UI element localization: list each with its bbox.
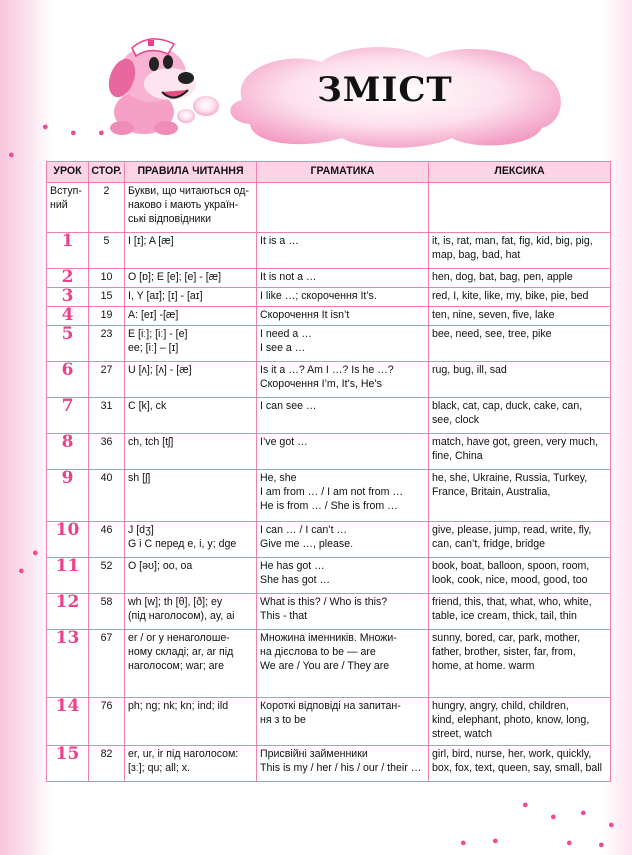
table-row	[47, 470, 611, 522]
reading-line: ному складі; ar, ar під	[128, 645, 234, 658]
vocab-cell	[429, 470, 611, 522]
grammar-line: Give me …, please.	[260, 537, 354, 550]
vocab-cell	[429, 233, 611, 269]
table-row	[47, 558, 611, 594]
page-line: 67	[100, 632, 113, 644]
lesson-number	[47, 362, 89, 398]
reading-cell	[125, 398, 257, 434]
grammar-cell	[257, 326, 429, 362]
grammar-line: It is not a …	[260, 271, 317, 283]
grammar-cell	[257, 398, 429, 434]
lesson-line: 10	[55, 521, 80, 540]
page-line: 76	[100, 700, 113, 712]
grammar-cell	[257, 183, 429, 233]
reading-cell	[125, 288, 257, 307]
table-row	[47, 269, 611, 288]
grammar-line: Короткі відповіді на запитан-	[260, 700, 401, 712]
table-row	[47, 233, 611, 269]
vocab-line: girl, bird, nurse, her, work, quickly,	[432, 748, 592, 760]
grammar-cell	[257, 630, 429, 698]
page-number	[89, 470, 125, 522]
grammar-line: This is my / her / his / our / their …	[260, 761, 422, 774]
vocab-line: father, brother, sister, far, from,	[432, 645, 576, 658]
table-row	[47, 307, 611, 326]
grammar-line: Скорочення It isn’t	[260, 309, 350, 321]
paw-print-icon: ●	[70, 127, 77, 139]
vocab-line: see, clock	[432, 413, 480, 426]
paw-print-icon: ●	[32, 547, 39, 559]
vocab-cell	[429, 362, 611, 398]
lesson-line: 6	[61, 361, 74, 380]
page-number	[89, 398, 125, 434]
lesson-line: 2	[61, 268, 74, 287]
grammar-line: I am from … / I am not from …	[260, 485, 404, 498]
vocab-cell	[429, 398, 611, 434]
lesson-number	[47, 288, 89, 307]
grammar-cell	[257, 307, 429, 326]
reading-line: Букви, що читаються од-	[128, 185, 250, 197]
reading-line: наково і мають україн-	[128, 198, 239, 211]
grammar-cell	[257, 522, 429, 558]
reading-cell	[125, 594, 257, 630]
lesson-line: 9	[61, 469, 74, 488]
reading-line: U [ʌ]; [ʌ] - [æ]	[128, 364, 192, 376]
column-header-page: СТОР.	[89, 162, 125, 183]
vocab-cell	[429, 522, 611, 558]
page-number	[89, 269, 125, 288]
grammar-line: I can see …	[260, 400, 317, 412]
paw-print-icon: ●	[598, 839, 605, 851]
vocab-line: he, she, Ukraine, Russia, Turkey,	[432, 472, 588, 484]
table-row	[47, 522, 611, 558]
vocab-cell	[429, 288, 611, 307]
grammar-line: He has got …	[260, 560, 325, 572]
grammar-line: It is a …	[260, 235, 299, 247]
vocab-line: rug, bug, ill, sad	[432, 364, 507, 376]
table-header-row	[47, 162, 611, 183]
reading-line: ee; [iː] – [ɪ]	[128, 341, 179, 354]
reading-line: I [ɪ]; A [æ]	[128, 235, 174, 247]
lesson-number	[47, 558, 89, 594]
lesson-line: 15	[55, 745, 80, 764]
grammar-cell	[257, 233, 429, 269]
reading-line: er / or у ненаголоше-	[128, 632, 230, 644]
grammar-line: I’ve got …	[260, 436, 308, 448]
page-line: 82	[100, 748, 113, 760]
lesson-number	[47, 326, 89, 362]
table-row	[47, 698, 611, 746]
grammar-cell	[257, 269, 429, 288]
reading-line: [ɜː]; qu; all; x.	[128, 761, 190, 774]
page-number	[89, 746, 125, 782]
lesson-line: 7	[61, 397, 74, 416]
column-header-reading: ПРАВИЛА ЧИТАННЯ	[125, 162, 257, 183]
reading-cell	[125, 470, 257, 522]
reading-cell	[125, 746, 257, 782]
lesson-number	[47, 233, 89, 269]
vocab-cell	[429, 269, 611, 288]
vocab-line: black, cat, cap, duck, cake, can,	[432, 400, 583, 412]
grammar-line: Is it a …? Am I …? Is he …?	[260, 364, 394, 376]
table-row	[47, 288, 611, 307]
reading-line: ські відповідники	[128, 212, 212, 225]
lesson-line: 12	[55, 593, 80, 612]
page-number	[89, 558, 125, 594]
grammar-line: I like …; скорочення It’s.	[260, 290, 377, 302]
column-header-lesson: УРОК	[47, 162, 89, 183]
page-number	[89, 698, 125, 746]
vocab-cell	[429, 698, 611, 746]
grammar-cell	[257, 434, 429, 470]
grammar-cell	[257, 746, 429, 782]
reading-line: G і C перед e, i, y; dge	[128, 537, 237, 550]
table-row	[47, 362, 611, 398]
table-row	[47, 630, 611, 698]
lesson-number	[47, 698, 89, 746]
reading-cell	[125, 269, 257, 288]
grammar-line: He, she	[260, 472, 297, 484]
reading-cell	[125, 522, 257, 558]
lesson-line: 11	[55, 557, 80, 576]
page-line: 19	[100, 309, 113, 321]
grammar-line: Скорочення I’m, It’s, He’s	[260, 377, 382, 390]
vocab-line: hungry, angry, child, children,	[432, 700, 569, 712]
paw-print-icon: ●	[98, 127, 105, 139]
paw-print-icon: ●	[522, 799, 529, 811]
grammar-line: What is this? / Who is this?	[260, 596, 388, 608]
page-number	[89, 594, 125, 630]
reading-line: J [dʒ]	[128, 524, 154, 536]
paw-print-icon: ●	[460, 837, 467, 849]
vocab-cell	[429, 326, 611, 362]
page-number	[89, 630, 125, 698]
reading-cell	[125, 558, 257, 594]
grammar-line: She has got …	[260, 573, 331, 586]
grammar-line: Множина іменників. Множи-	[260, 632, 397, 644]
grammar-line: Присвійні займенники	[260, 748, 368, 760]
grammar-cell	[257, 362, 429, 398]
reading-line: E [iː]; [iː] - [e]	[128, 328, 188, 340]
reading-cell	[125, 307, 257, 326]
table-row	[47, 434, 611, 470]
reading-cell	[125, 183, 257, 233]
lesson-line: 4	[61, 306, 74, 325]
column-header-vocab: ЛЕКСИКА	[429, 162, 611, 183]
reading-cell	[125, 326, 257, 362]
lesson-line: 8	[61, 433, 74, 452]
vocab-line: box, fox, text, queen, say, small, ball	[432, 761, 602, 774]
vocab-cell	[429, 558, 611, 594]
reading-cell	[125, 630, 257, 698]
vocab-line: look, cook, nice, mood, good, too	[432, 573, 588, 586]
vocab-line: give, please, jump, read, write, fly,	[432, 524, 592, 536]
vocab-line: France, Britain, Australia,	[432, 485, 551, 498]
vocab-line: friend, this, that, what, who, white,	[432, 596, 592, 608]
page-line: 10	[100, 271, 113, 283]
grammar-cell	[257, 698, 429, 746]
vocab-line: red, I, kite, like, my, bike, pie, bed	[432, 290, 589, 302]
grammar-cell	[257, 558, 429, 594]
lesson-number	[47, 470, 89, 522]
reading-line: I, Y [aɪ]; [ɪ] - [aɪ]	[128, 290, 203, 302]
reading-cell	[125, 233, 257, 269]
grammar-cell	[257, 470, 429, 522]
lesson-number	[47, 269, 89, 288]
paw-print-icon: ●	[608, 819, 615, 831]
grammar-line: This - that	[260, 609, 308, 622]
vocab-line: sunny, bored, car, park, mother,	[432, 632, 581, 644]
vocab-line: table, ice cream, thick, tail, thin	[432, 609, 577, 622]
page-line: 46	[100, 524, 113, 536]
reading-line: wh [w]; th [θ], [ð]; ey	[128, 596, 223, 608]
lesson-number	[47, 594, 89, 630]
grammar-line: на дієслова to be — are	[260, 645, 376, 658]
vocab-line: can, can’t, fridge, bridge	[432, 537, 546, 550]
reading-line: наголосом; war; are	[128, 659, 224, 672]
vocab-line: home, at home. warm	[432, 659, 535, 672]
lesson-number	[47, 630, 89, 698]
table-row	[47, 183, 611, 233]
paw-print-icon: ●	[566, 837, 573, 849]
vocab-cell	[429, 183, 611, 233]
vocab-cell	[429, 307, 611, 326]
paw-print-icon: ●	[550, 811, 557, 823]
puppy-icon	[92, 30, 204, 140]
vocab-line: match, have got, green, very much,	[432, 436, 599, 448]
grammar-line: I see a …	[260, 341, 306, 354]
lesson-number	[47, 746, 89, 782]
page-number	[89, 522, 125, 558]
vocab-line: map, bag, bad, hat	[432, 248, 521, 261]
grammar-line: ня з to be	[260, 713, 306, 726]
paw-print-icon: ●	[580, 807, 587, 819]
lesson-number	[47, 398, 89, 434]
vocab-line: book, boat, balloon, spoon, room,	[432, 560, 590, 572]
reading-line: ch, tch [tʃ]	[128, 436, 174, 448]
page-number	[89, 362, 125, 398]
table-row	[47, 398, 611, 434]
page-line: 31	[100, 400, 113, 412]
vocab-line: it, is, rat, man, fat, fig, kid, big, pig,	[432, 235, 593, 247]
grammar-cell	[257, 288, 429, 307]
paw-print-icon: ●	[42, 121, 49, 133]
page-number	[89, 434, 125, 470]
reading-line: O [ɒ]; E [e]; [e] - [æ]	[128, 271, 222, 283]
vocab-line: kind, elephant, photo, know, long,	[432, 713, 590, 726]
lesson-line: ний	[50, 198, 68, 211]
lesson-number	[47, 183, 89, 233]
vocab-line: bee, need, see, tree, pike	[432, 328, 552, 340]
page-line: 58	[100, 596, 113, 608]
vocab-cell	[429, 630, 611, 698]
vocab-cell	[429, 434, 611, 470]
page-number	[89, 233, 125, 269]
page-number	[89, 183, 125, 233]
lesson-line: 13	[55, 629, 80, 648]
table-row	[47, 746, 611, 782]
paw-print-icon: ●	[8, 149, 15, 161]
lesson-number	[47, 522, 89, 558]
lesson-line: 14	[55, 697, 80, 716]
page-title: ЗМІСТ	[317, 70, 453, 110]
page-number	[89, 307, 125, 326]
grammar-line: I need a …	[260, 328, 312, 340]
column-header-grammar: ГРАМАТИКА	[257, 162, 429, 183]
reading-line: A: [eɪ] -[æ]	[128, 309, 179, 321]
reading-cell	[125, 362, 257, 398]
table-row	[47, 594, 611, 630]
reading-line: sh [ʃ]	[128, 472, 151, 484]
grammar-cell	[257, 594, 429, 630]
reading-line: er, ur, ir під наголосом:	[128, 748, 239, 760]
grammar-line: He is from … / She is from …	[260, 499, 398, 512]
page-line: 5	[103, 235, 110, 247]
reading-cell	[125, 698, 257, 746]
page-line: 2	[103, 185, 110, 197]
page-line: 15	[100, 290, 113, 302]
vocab-line: ten, nine, seven, five, lake	[432, 309, 555, 321]
lesson-line: 3	[61, 287, 74, 306]
page-number	[89, 288, 125, 307]
reading-line: C [k], ck	[128, 400, 167, 412]
page-number	[89, 326, 125, 362]
lesson-line: 1	[61, 232, 74, 251]
reading-line: ph; ng; nk; kn; ind; ild	[128, 700, 229, 712]
contents-table	[46, 161, 611, 782]
vocab-line: street, watch	[432, 727, 493, 740]
vocab-line: hen, dog, bat, bag, pen, apple	[432, 271, 573, 283]
reading-cell	[125, 434, 257, 470]
lesson-number	[47, 434, 89, 470]
vocab-line: fine, China	[432, 449, 483, 462]
reading-line: O [əʊ]; oo, oa	[128, 560, 193, 572]
lesson-line: 5	[61, 325, 74, 344]
reading-line: (під наголосом), ay, ai	[128, 609, 235, 622]
page-line: 23	[100, 328, 113, 340]
grammar-line: We are / You are / They are	[260, 659, 390, 672]
page-line: 36	[100, 436, 113, 448]
lesson-number	[47, 307, 89, 326]
page-line: 27	[100, 364, 113, 376]
vocab-cell	[429, 594, 611, 630]
lesson-line: Вступ-	[50, 185, 82, 197]
table-row	[47, 326, 611, 362]
paw-print-icon: ●	[18, 565, 25, 577]
paw-print-icon: ●	[492, 835, 499, 847]
grammar-line: I can … / I can’t …	[260, 524, 348, 536]
page-line: 52	[100, 560, 113, 572]
page-line: 40	[100, 472, 113, 484]
vocab-cell	[429, 746, 611, 782]
